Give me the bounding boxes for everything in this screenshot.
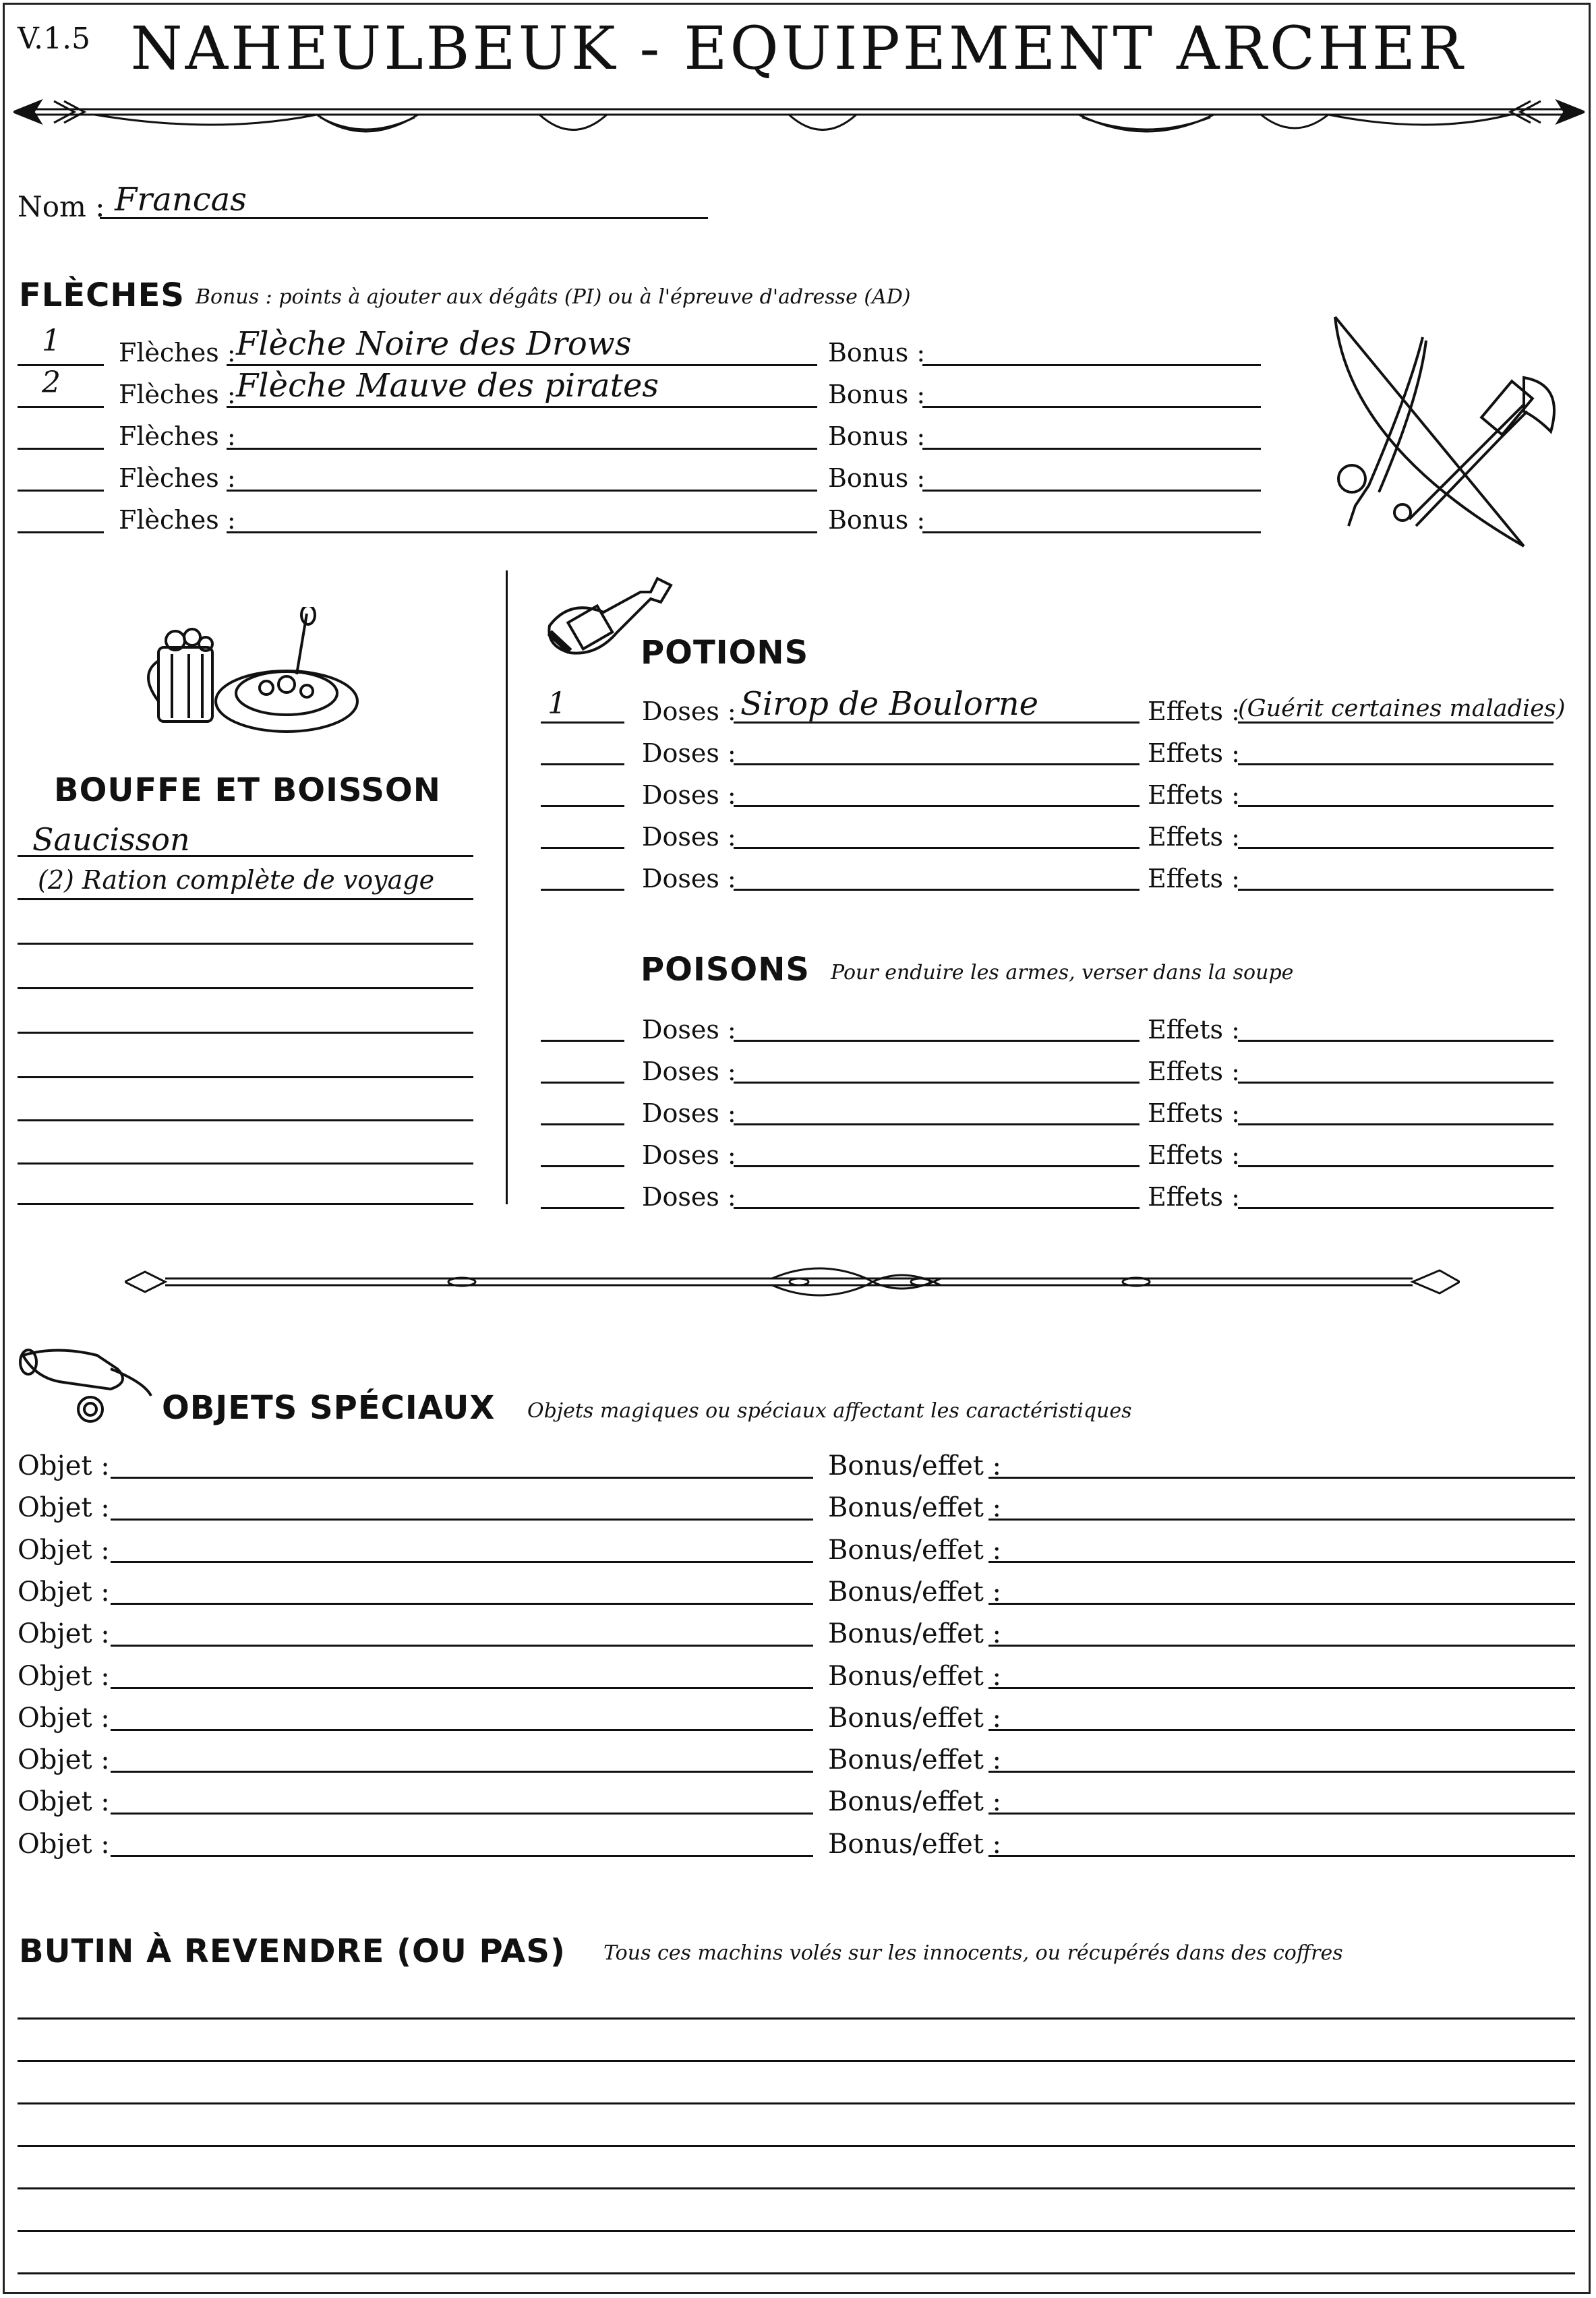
poison-doses-label: Doses : — [642, 1140, 736, 1170]
bouffe-line — [18, 898, 473, 900]
arrow-divider-icon — [13, 88, 1585, 148]
fleche-name[interactable]: Flèche Noire des Drows — [236, 325, 632, 363]
fleche-label: Flèches : — [119, 421, 236, 451]
poison-effets-label: Effets : — [1148, 1057, 1240, 1086]
fleche-label: Flèches : — [119, 338, 236, 367]
poison-doses-label: Doses : — [642, 1057, 736, 1086]
potion-effets-label: Effets : — [1148, 697, 1240, 726]
bouffe-item[interactable]: (2) Ration complète de voyage — [38, 865, 435, 895]
poison-name-line — [734, 1165, 1140, 1167]
bouffe-line — [18, 987, 473, 989]
poison-name-line — [734, 1123, 1140, 1125]
poison-doses-label: Doses : — [642, 1182, 736, 1212]
objet-bonus-line — [988, 1477, 1575, 1479]
objet-bonus-label: Bonus/effet : — [828, 1492, 1002, 1524]
objet-label: Objet : — [18, 1660, 110, 1692]
potion-name-line — [734, 889, 1140, 891]
objet-bonus-label: Bonus/effet : — [828, 1576, 1002, 1608]
potion-qty-line — [541, 721, 624, 724]
fleche-bonus-line — [922, 531, 1261, 533]
poison-doses-label: Doses : — [642, 1015, 736, 1044]
poison-qty-line — [541, 1082, 624, 1084]
potion-qty[interactable]: 1 — [548, 686, 566, 721]
butin-line — [18, 2187, 1575, 2189]
objet-bonus-label: Bonus/effet : — [828, 1618, 1002, 1650]
poison-effets-label: Effets : — [1148, 1015, 1240, 1044]
objet-bonus-label: Bonus/effet : — [828, 1534, 1002, 1566]
objet-label: Objet : — [18, 1618, 110, 1650]
bouffe-line — [18, 1119, 473, 1121]
butin-line — [18, 2145, 1575, 2147]
fleche-label: Flèches : — [119, 463, 236, 493]
fleches-subtitle: Bonus : points à ajouter aux dégâts (PI) ou à l'épreuve d'adresse (AD) — [196, 285, 911, 309]
bouffe-line — [18, 1032, 473, 1034]
potion-effets-label: Effets : — [1148, 822, 1240, 852]
potion-effet-line — [1238, 889, 1554, 891]
objet-bonus-label: Bonus/effet : — [828, 1660, 1002, 1692]
staff-divider-icon — [125, 1258, 1460, 1305]
poison-qty-line — [541, 1207, 624, 1209]
objet-label: Objet : — [18, 1744, 110, 1776]
poisons-title: POISONS — [641, 951, 810, 989]
poison-doses-label: Doses : — [642, 1098, 736, 1128]
objet-line — [111, 1561, 813, 1563]
poison-name-line — [734, 1082, 1140, 1084]
bouffe-line — [18, 1162, 473, 1165]
fleche-qty[interactable]: 2 — [42, 365, 61, 400]
objet-line — [111, 1645, 813, 1647]
poison-effets-label: Effets : — [1148, 1182, 1240, 1212]
objet-label: Objet : — [18, 1576, 110, 1608]
bouffe-line — [18, 943, 473, 945]
bouffe-line — [18, 1203, 473, 1205]
potion-effet-line — [1238, 763, 1554, 765]
page-title: NAHEULBEUK - EQUIPEMENT ARCHER — [130, 13, 1466, 83]
butin-title: BUTIN À REVENDRE (OU PAS) — [19, 1933, 566, 1970]
objet-line — [111, 1729, 813, 1731]
fleche-qty[interactable]: 1 — [42, 324, 61, 358]
objet-bonus-line — [988, 1813, 1575, 1815]
potion-qty-line — [541, 889, 624, 891]
fleche-name-line — [227, 406, 817, 408]
tankard-plate-icon — [138, 607, 361, 742]
fleche-qty-line — [18, 364, 104, 366]
potion-name[interactable]: Sirop de Boulorne — [740, 685, 1039, 723]
objet-line — [111, 1855, 813, 1857]
objet-bonus-line — [988, 1603, 1575, 1605]
potion-doses-label: Doses : — [642, 864, 736, 893]
objet-line — [111, 1813, 813, 1815]
butin-line — [18, 2102, 1575, 2104]
potion-name-line — [734, 847, 1140, 849]
poison-qty-line — [541, 1123, 624, 1125]
fleche-bonus-line — [922, 364, 1261, 366]
potion-name-line — [734, 721, 1140, 724]
poison-effets-label: Effets : — [1148, 1098, 1240, 1128]
butin-line — [18, 2272, 1575, 2274]
fleche-qty-line — [18, 448, 104, 450]
fleche-name-line — [227, 364, 817, 366]
butin-line — [18, 2060, 1575, 2062]
bouffe-title: BOUFFE ET BOISSON — [54, 771, 441, 809]
scroll-ring-icon — [16, 1342, 158, 1430]
potion-qty-line — [541, 763, 624, 765]
poison-effet-line — [1238, 1123, 1554, 1125]
fleche-bonus-label: Bonus : — [828, 380, 926, 409]
poison-name-line — [734, 1040, 1140, 1042]
fleche-name-line — [227, 448, 817, 450]
potion-doses-label: Doses : — [642, 822, 736, 852]
fleche-label: Flèches : — [119, 505, 236, 535]
objet-bonus-label: Bonus/effet : — [828, 1828, 1002, 1860]
butin-line — [18, 2017, 1575, 2020]
fleche-qty-line — [18, 531, 104, 533]
potion-qty-line — [541, 805, 624, 807]
butin-line — [18, 2230, 1575, 2232]
objet-bonus-label: Bonus/effet : — [828, 1786, 1002, 1818]
poison-effet-line — [1238, 1082, 1554, 1084]
objet-bonus-line — [988, 1771, 1575, 1773]
objet-label: Objet : — [18, 1534, 110, 1566]
potion-name-line — [734, 805, 1140, 807]
potion-doses-label: Doses : — [642, 738, 736, 768]
potion-doses-label: Doses : — [642, 697, 736, 726]
bouffe-line — [18, 855, 473, 857]
objet-bonus-line — [988, 1855, 1575, 1857]
poisons-subtitle: Pour enduire les armes, verser dans la soupe — [831, 961, 1294, 984]
fleche-qty-line — [18, 406, 104, 408]
bouffe-item[interactable]: Saucisson — [32, 821, 190, 858]
butin-subtitle: Tous ces machins volés sur les innocents, ou récupérés dans des coffres — [603, 1941, 1343, 1965]
potion-effet-line — [1238, 805, 1554, 807]
objets-subtitle: Objets magiques ou spéciaux affectant les caractéristiques — [527, 1399, 1132, 1423]
column-divider — [506, 570, 508, 1204]
potion-effets-label: Effets : — [1148, 864, 1240, 893]
fleche-bonus-label: Bonus : — [828, 421, 926, 451]
fleche-label: Flèches : — [119, 380, 236, 409]
poison-effet-line — [1238, 1207, 1554, 1209]
nom-line — [100, 217, 708, 219]
fleche-name-line — [227, 490, 817, 492]
objet-bonus-line — [988, 1645, 1575, 1647]
fleches-title: FLÈCHES — [19, 276, 185, 314]
objet-bonus-label: Bonus/effet : — [828, 1744, 1002, 1776]
fleche-name-line — [227, 531, 817, 533]
fleche-bonus-label: Bonus : — [828, 463, 926, 493]
objet-bonus-line — [988, 1729, 1575, 1731]
poison-qty-line — [541, 1040, 624, 1042]
objet-bonus-label: Bonus/effet : — [828, 1450, 1002, 1481]
poison-effet-line — [1238, 1040, 1554, 1042]
objets-title: OBJETS SPÉCIAUX — [162, 1389, 496, 1427]
bouffe-line — [18, 1076, 473, 1078]
nom-value[interactable]: Francas — [115, 181, 247, 218]
objet-label: Objet : — [18, 1702, 110, 1734]
fleche-qty-line — [18, 490, 104, 492]
objet-line — [111, 1603, 813, 1605]
potion-effet-line — [1238, 721, 1554, 724]
objet-label: Objet : — [18, 1786, 110, 1818]
potion-effets-label: Effets : — [1148, 780, 1240, 810]
objet-bonus-label: Bonus/effet : — [828, 1702, 1002, 1734]
fleche-name[interactable]: Flèche Mauve des pirates — [236, 367, 659, 405]
objet-label: Objet : — [18, 1828, 110, 1860]
poison-effets-label: Effets : — [1148, 1140, 1240, 1170]
potion-name-line — [734, 763, 1140, 765]
potion-effets-label: Effets : — [1148, 738, 1240, 768]
objet-bonus-line — [988, 1561, 1575, 1563]
objet-label: Objet : — [18, 1492, 110, 1524]
version-label: V.1.5 — [18, 22, 91, 56]
poison-qty-line — [541, 1165, 624, 1167]
potion-effet[interactable]: (Guérit certaines maladies) — [1238, 695, 1566, 722]
potions-title: POTIONS — [641, 634, 809, 672]
poison-effet-line — [1238, 1165, 1554, 1167]
objet-bonus-line — [988, 1519, 1575, 1521]
potion-doses-label: Doses : — [642, 780, 736, 810]
fleche-bonus-line — [922, 406, 1261, 408]
fleche-bonus-label: Bonus : — [828, 505, 926, 535]
potion-effet-line — [1238, 847, 1554, 849]
crossed-weapons-icon — [1322, 310, 1564, 553]
objet-label: Objet : — [18, 1450, 110, 1481]
objet-line — [111, 1771, 813, 1773]
poison-name-line — [734, 1207, 1140, 1209]
objet-bonus-line — [988, 1687, 1575, 1689]
fleche-bonus-line — [922, 448, 1261, 450]
objet-line — [111, 1477, 813, 1479]
fleche-bonus-label: Bonus : — [828, 338, 926, 367]
objet-line — [111, 1687, 813, 1689]
objet-line — [111, 1519, 813, 1521]
nom-label: Nom : — [18, 190, 105, 223]
fleche-bonus-line — [922, 490, 1261, 492]
potion-qty-line — [541, 847, 624, 849]
